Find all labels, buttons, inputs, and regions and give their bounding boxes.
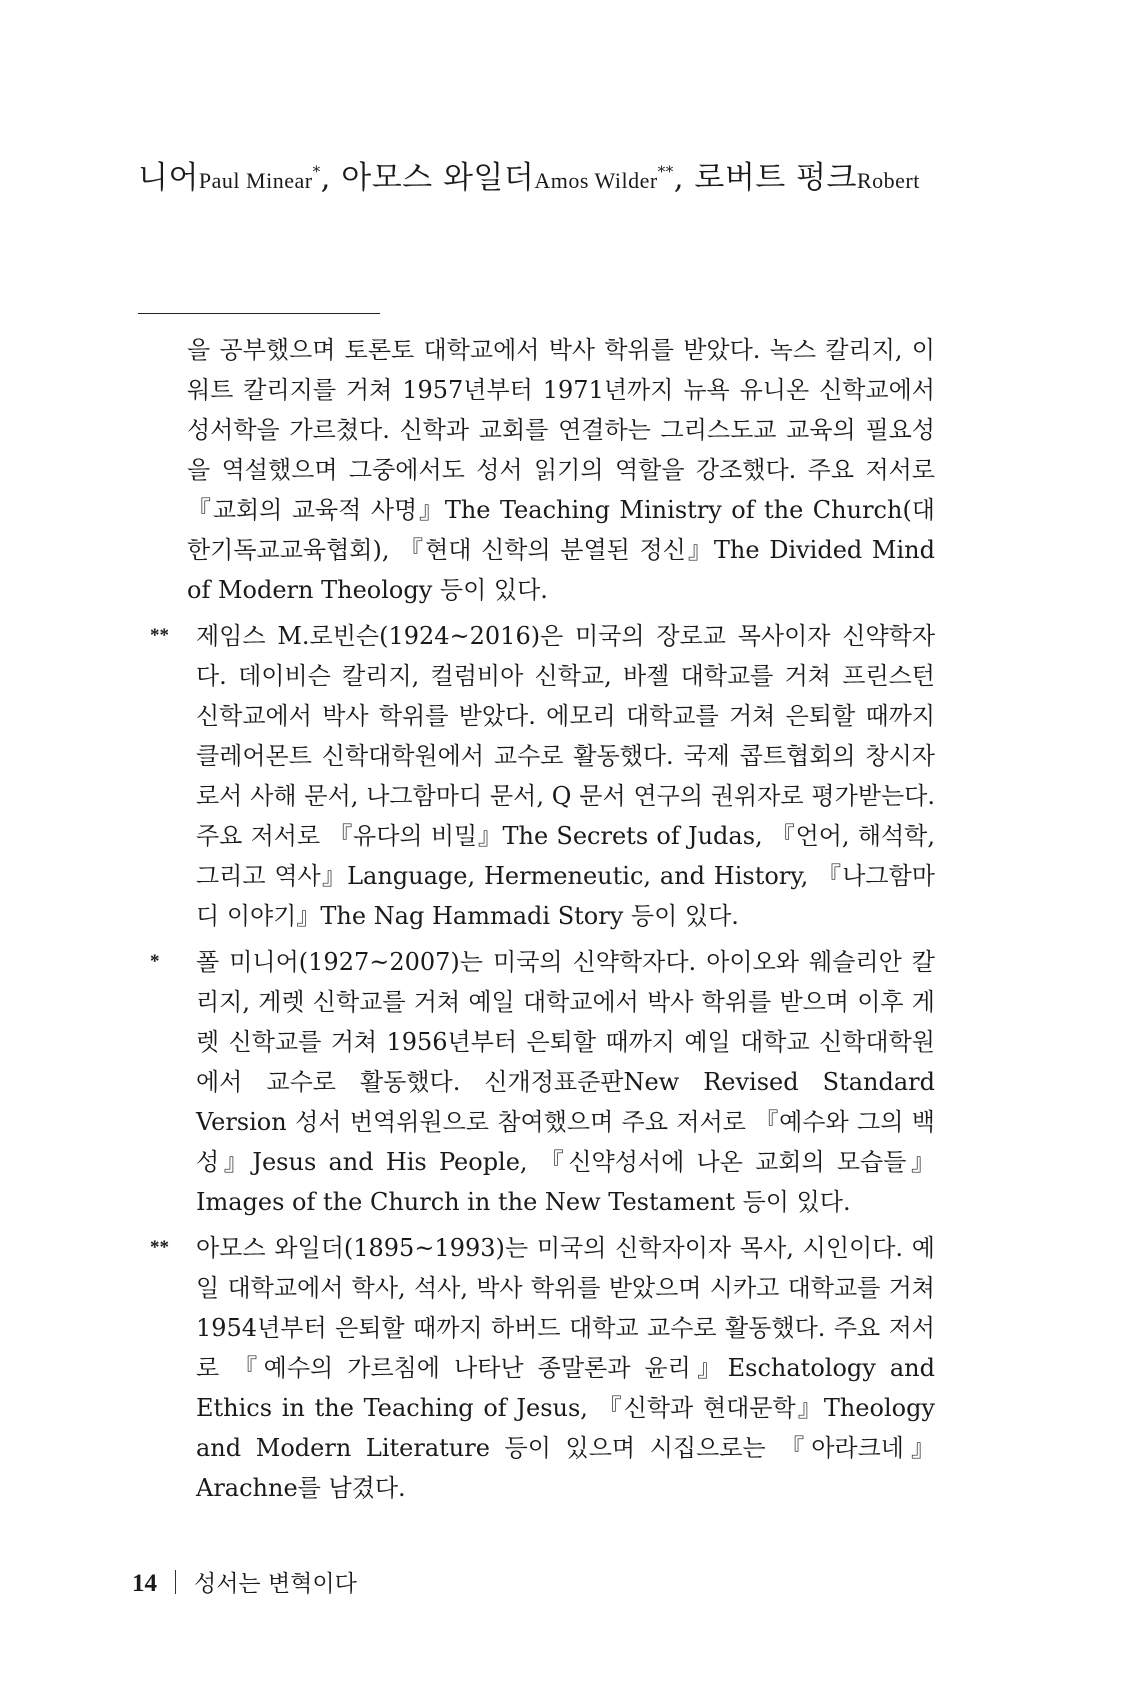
footnote-text: 아모스 와일더(1895~1993)는 미국의 신학자이자 목사, 시인이다. 예일 대학교에서 학사, 석사, 박사 학위를 받았으며 시카고 대학교를 거쳐 1954년부터 은퇴할 때까지 하버드 대학교 교수로 활동했다. 주요 저서로 『예수의 가르침에 나타난 종말론과 윤리』Eschatology and Ethics in the Teaching of Jesus, 『신학과 현대문학』Theology and Modern Literature 등이 있으며 시집으로는 『아라크네』Arachne를 남겼다.: [196, 1234, 935, 1502]
footnotes-section: [150, 330, 935, 1508]
footnote-paul-minear: [150, 942, 935, 1222]
footnote-text: 제임스 M.로빈슨(1924~2016)은 미국의 장로교 목사이자 신약학자다. 데이비슨 칼리지, 컬럼비아 신학교, 바젤 대학교를 거쳐 프린스턴 신학교에서 박사 학위를 받았다. 에모리 대학교를 거쳐 은퇴할 때까지 클레어몬트 신학대학원에서 교수로 활동했다. 국제 콥트협회의 창시자로서 사해 문서, 나그함마디 문서, Q 문서 연구의 권위자로 평가받는다. 주요 저서로 『유다의 비밀』The Secrets of Judas, 『언어, 해석학, 그리고 역사』Language, Hermeneutic, and History, 『나그함마디 이야기』The Nag Hammadi Story 등이 있다.: [196, 622, 935, 930]
main-text-english-1: Paul Minear: [198, 168, 313, 193]
footnote-mark: **: [150, 625, 169, 646]
footnote-mark: *: [150, 951, 160, 972]
footnote-mark: **: [150, 1237, 169, 1258]
footnote-james-robinson: [150, 616, 935, 936]
book-title: 성서는 변혁이다: [194, 1571, 357, 1597]
footnote-ref-1: *: [312, 162, 321, 181]
footnote-separator: [138, 313, 380, 314]
main-text-line: [138, 152, 920, 197]
page-number: 14: [132, 1570, 157, 1597]
footnote-text: 폴 미니어(1927~2007)는 미국의 신약학자다. 아이오와 웨슬리안 칼리지, 게렛 신학교를 거쳐 예일 대학교에서 박사 학위를 받으며 이후 게렛 신학교를 거쳐 1956년부터 은퇴할 때까지 예일 대학교 신학대학원에서 교수로 활동했다. 신개정표준판New Revised Standard Version 성서 번역위원으로 참여했으며 주요 저서로 『예수와 그의 백성』Jesus and His People, 『신약성서에 나온 교회의 모습들』Images of the Church in the New Testament 등이 있다.: [196, 948, 935, 1216]
main-text-korean-2: , 아모스 와일더: [320, 160, 535, 196]
page-footer: [132, 1565, 357, 1598]
footnote-ref-2: **: [657, 162, 674, 181]
main-text-english-3: Robert: [856, 168, 920, 193]
footnote-amos-wilder: [150, 1228, 935, 1508]
main-text-english-2: Amos Wilder: [534, 168, 658, 193]
footnote-continuation: 을 공부했으며 토론토 대학교에서 박사 학위를 받았다. 녹스 칼리지, 이워트 칼리지를 거쳐 1957년부터 1971년까지 뉴욕 유니온 신학교에서 성서학을 가르쳤다. 신학과 교회를 연결하는 그리스도교 교육의 필요성을 역설했으며 그중에서도 성서 읽기의 역할을 강조했다. 주요 저서로 『교회의 교육적 사명』The Teaching Ministry of the Church(대한기독교교육협회), 『현대 신학의 분열된 정신』The Divided Mind of Modern Theology 등이 있다.: [187, 336, 935, 604]
main-text-korean-1: 니어: [138, 160, 199, 196]
footer-divider: [175, 1570, 176, 1594]
main-text-korean-3: , 로버트 펑크: [673, 160, 857, 196]
